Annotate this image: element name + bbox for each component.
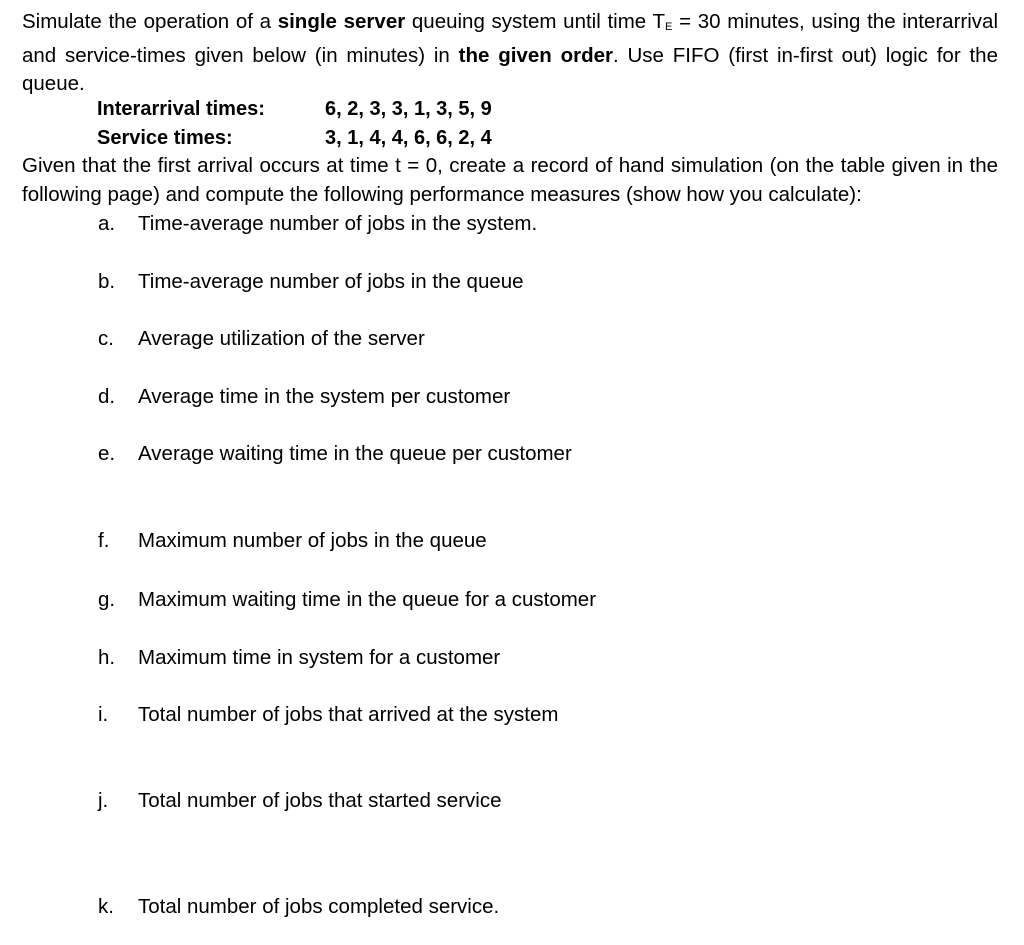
item-text: Total number of jobs that started service (138, 789, 502, 812)
intro-subscript: E (665, 21, 673, 33)
intro-text-3: = 30 minutes, using the interarrival and service-times given below (in minutes) in (22, 10, 998, 67)
item-text: Maximum number of jobs in the queue (138, 529, 487, 552)
intro-text-1: Simulate the operation of a (22, 10, 278, 33)
item-text: Average waiting time in the queue per customer (138, 442, 572, 465)
list-item (0, 268, 1024, 296)
item-letter: h. (98, 646, 116, 669)
item-text: Maximum time in system for a customer (138, 646, 501, 669)
item-text: Total number of jobs that arrived at the system (138, 703, 559, 726)
item-letter: a. (98, 212, 116, 235)
item-letter: g. (98, 588, 116, 611)
item-letter: f. (98, 529, 110, 552)
list-item (0, 527, 1024, 555)
item-text: Maximum waiting time in the queue for a customer (138, 588, 597, 611)
item-letter: b. (98, 270, 116, 293)
item-text: Total number of jobs completed service. (138, 895, 500, 918)
list-item (0, 644, 1024, 672)
list-item (0, 586, 1024, 614)
list-item (0, 325, 1024, 353)
item-text: Average utilization of the server (138, 327, 425, 350)
intro-text-2: queuing system until time T (405, 10, 666, 33)
item-letter: j. (98, 789, 109, 812)
item-letter: c. (98, 327, 114, 350)
interarrival-values: 6, 2, 3, 3, 1, 3, 5, 9 (325, 98, 492, 120)
given-paragraph: Given that the first arrival occurs at time t = 0, create a record of hand simulation (on the table given in the following page) and compute the following performance measures (show how you calculate): (22, 154, 998, 206)
service-values: 3, 1, 4, 4, 6, 6, 2, 4 (325, 127, 492, 149)
list-item (0, 787, 1024, 815)
list-item (0, 210, 1024, 238)
list-item (0, 440, 1024, 468)
intro-text-4: . Use FIFO (first in-first out) logic for the queue. (22, 43, 998, 95)
list-item (0, 701, 1024, 729)
item-letter: k. (98, 895, 114, 918)
item-text: Average time in the system per customer (138, 385, 511, 408)
intro-bold-given-order: the given order (458, 43, 613, 67)
item-text: Time-average number of jobs in the queue (138, 270, 524, 293)
list-item (0, 893, 1024, 921)
item-letter: i. (98, 703, 109, 726)
problem-intro (22, 8, 998, 99)
item-text: Time-average number of jobs in the system. (138, 212, 538, 235)
intro-bold-single-server: single server (277, 10, 406, 33)
interarrival-label: Interarrival times: (97, 98, 265, 120)
item-letter: e. (98, 442, 116, 465)
list-item (0, 383, 1024, 411)
item-letter: d. (98, 385, 116, 408)
service-label: Service times: (97, 127, 233, 149)
